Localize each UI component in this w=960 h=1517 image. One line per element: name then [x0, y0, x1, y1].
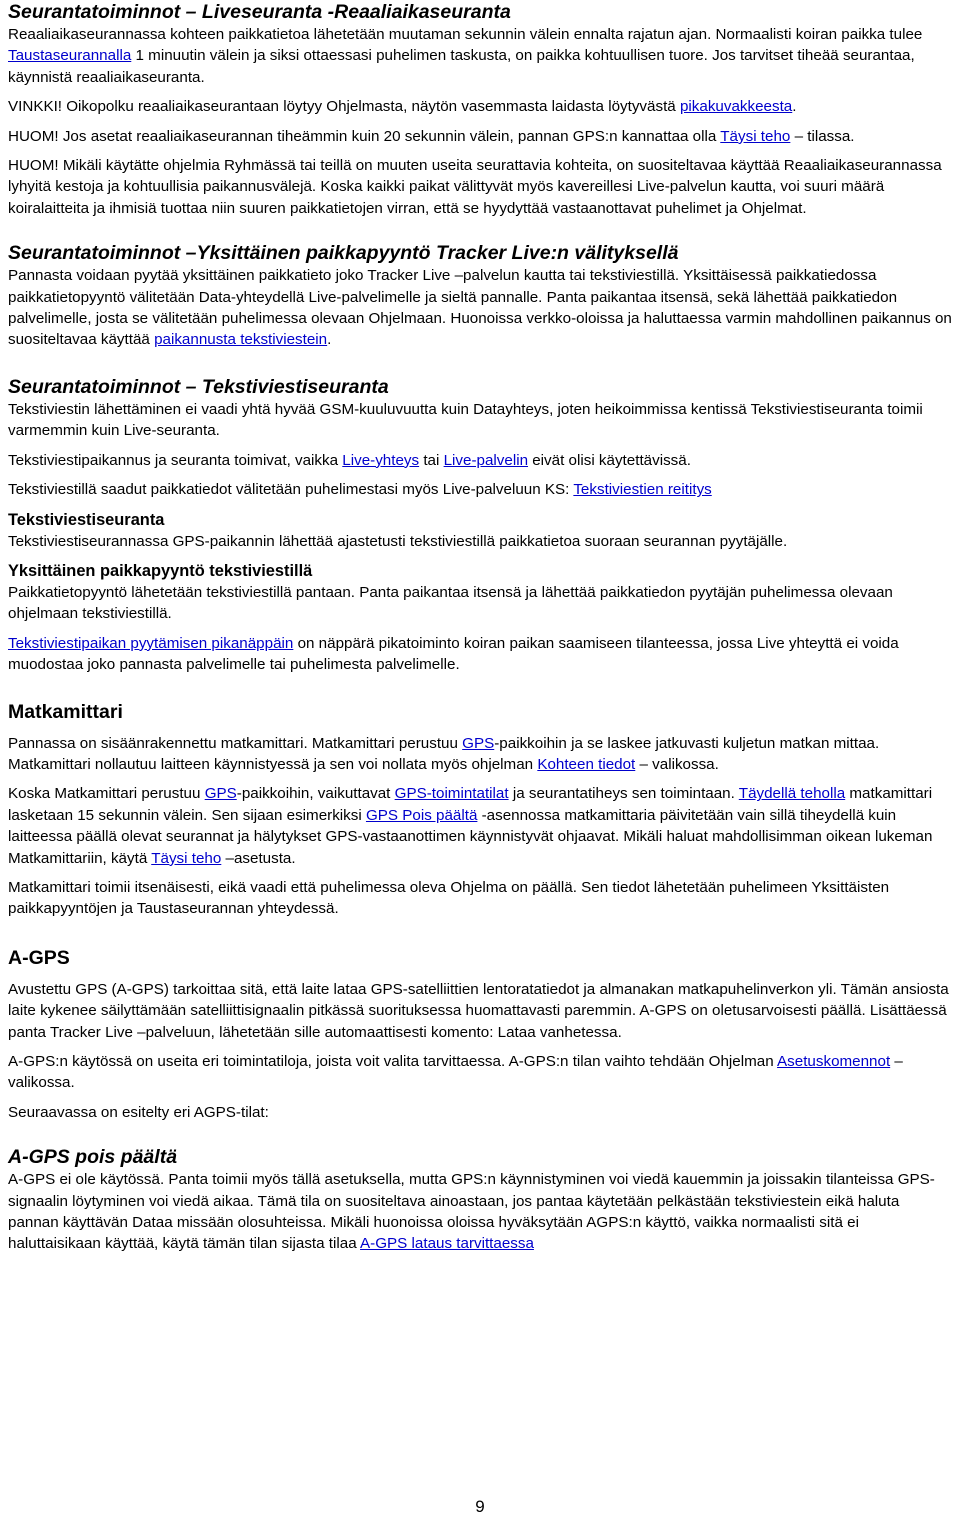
- link-asetuskomennot[interactable]: Asetuskomennot: [777, 1053, 891, 1070]
- paragraph: Tekstiviestillä saadut paikkatiedot välitetään puhelimestasi myös Live-palveluun KS: Tekstiviestien reititys: [8, 481, 712, 499]
- document-page: [8, 0, 954, 1255]
- section-title-matkamittari: Matkamittari: [8, 700, 123, 723]
- link-gps-pois-paalta[interactable]: GPS Pois päältä: [365, 806, 478, 824]
- subheading-yksittainen-tekstiviestilla: Yksittäinen paikkapyyntö tekstiviestillä: [8, 561, 313, 580]
- page-number: 9: [475, 1497, 485, 1516]
- section-title-a-gps: A-GPS: [8, 946, 70, 969]
- subheading-tekstiviestiseuranta: Tekstiviestiseuranta: [8, 510, 165, 529]
- link-taysi-teho[interactable]: Täysi teho: [720, 127, 791, 145]
- paragraph: Tekstiviestin lähettäminen ei vaadi yhtä hyvää GSM-kuuluvuutta kuin Datayhteys, joten heikoimmissa kentissä Tekstiviestiseuranta toimii varmemmin kuin Live-seuranta.: [8, 400, 923, 440]
- paragraph: Paikkatietopyyntö lähetetään tekstiviestillä pantaan. Panta paikantaa itsensä ja lähettää paikkatiedon pyytäjän puhelimessa olevaan ohjelmaan tekstiviestillä.: [8, 583, 893, 623]
- link-live-yhteys[interactable]: Live-yhteys: [342, 451, 420, 469]
- paragraph: Seuraavassa on esitelty eri AGPS-tilat:: [8, 1103, 269, 1121]
- link-pikakuvake[interactable]: pikakuvakkeesta: [679, 98, 793, 116]
- link-paikannus-tekstiviestein[interactable]: paikannusta tekstiviestein: [154, 331, 328, 349]
- paragraph: Tekstiviestipaikan pyytämisen pikanäppäin on näppärä pikatoiminto koiran paikan saamiseen tilanteessa, jossa Live yhteyttä ei voida muodostaa joko pannasta palvelimelle tai puhelimesta palvelimelle.: [8, 634, 899, 674]
- paragraph: A-GPS ei ole käytössä. Panta toimii myös tällä asetuksella, mutta GPS:n käynnistyminen voi viedä kauemmin ja joissakin tilanteissa GPS-signaalin löytyminen voi viedä aikaa. Tämä tila on suositeltava ainoastaan, jos pantaa käytetään pelkästään tekstiviestein eikä haluta pannan käyttävän Dataa missään olosuhteissa. Mikäli huonoissa oloissa hyväksytään AGPS:n käyttö, vaikka normaalisti sitä ei haluttaisikaan käyttää, käytä tämän tilan sijasta tilaa A-GPS lataus tarvittaessa: [8, 1171, 935, 1253]
- link-gps[interactable]: GPS: [462, 734, 495, 752]
- link-tekstiviestien-reititys[interactable]: Tekstiviestien reititys: [573, 481, 712, 499]
- paragraph: Pannassa on sisäänrakennettu matkamittari. Matkamittari perustuu GPS-paikkoihin ja se laskee jatkuvasti kuljetun matkan mittaa. Matkamittari nollautuu laitteen käynnistyessä ja sen voi nollata myös ohjelman Kohteen tiedot – valikossa.: [8, 734, 880, 773]
- link-live-palvelin[interactable]: Live-palvelin: [443, 451, 529, 469]
- section-title-yksittainen-paikkapyynto: Seurantatoiminnot –Yksittäinen paikkapyyntö Tracker Live:n välityksellä: [8, 242, 679, 265]
- link-taysi-teho[interactable]: Täysi teho: [151, 849, 222, 867]
- paragraph: A-GPS:n käytössä on useita eri toimintatiloja, joista voit valita tarvittaessa. A-GPS:n tilan vaihto tehdään Ohjelman Asetuskomennot –valikossa.: [8, 1053, 903, 1092]
- paragraph: Matkamittari toimii itsenäisesti, eikä vaadi että puhelimessa oleva Ohjelma on päällä. Sen tiedot lähetetään puhelimeen Yksittäisten paikkapyyntöjen ja Taustaseurannan yhteydessä.: [8, 878, 890, 918]
- paragraph: Pannasta voidaan pyytää yksittäinen paikkatieto joko Tracker Live –palvelun kautta tai tekstiviestillä. Yksittäisessä paikkatiedossa paikkatietopyyntö välitetään Data-yhteydellä Live-palvelimelle ja sieltä pannalle. Panta paikantaa itsensä, sekä lähettää paikkatiedon palvelimelle, josta se välitetään puhelimessa olevaan Ohjelmaan. Huonoissa verkko-oloissa ja haluttaessa varmin mahdollinen paikannus on suositeltavaa käyttää paikannusta tekstiviestein.: [8, 267, 952, 349]
- paragraph: Tekstiviestiseurannassa GPS-paikannin lähettää ajastetusti tekstiviestillä paikkatietoa suoraan seurannan pyytäjälle.: [8, 532, 788, 550]
- link-kohteen-tiedot[interactable]: Kohteen tiedot: [537, 755, 636, 773]
- paragraph: Koska Matkamittari perustuu GPS-paikkoihin, vaikuttavat GPS-toimintatilat ja seurantatiheys sen toimintaan. Täydellä teholla matkamittari lasketaan 15 sekunnin välein. Sen sijaan esimerkiksi GPS Pois päältä -asennossa matkamittaria päivitetään vain sillä tiheydellä kuin laitteessa päällä olevat seurannat ja hälytykset GPS-vastaanottimen käynnistyvät ohjaavat. Mikäli haluat mahdollisimman oikean lukeman Matkamittariin, käytä Täysi teho –asetusta.: [8, 785, 933, 867]
- paragraph: Avustettu GPS (A-GPS) tarkoittaa sitä, että laite lataa GPS-satelliittien lentoratatiedot ja almanakan matkapuhelinverkon yli. Tämän ansiosta laite kykenee säilyttämään satelliittisignaalin pitkässä suorituksessa huomattavasti paremmin. A-GPS on oletusarvoisesti päällä. Lisättäessä panta Tracker Live –palveluun, lähetetään sille automaattisesti komento: Lataa vanhetessa.: [8, 980, 949, 1041]
- section-title-liveseuranta: Seurantatoiminnot – Liveseuranta -Reaaliaikaseuranta: [8, 1, 511, 23]
- link-tekstiviestipaikan-pikanappain[interactable]: Tekstiviestipaikan pyytämisen pikanäppäin: [8, 634, 294, 652]
- paragraph: Tekstiviestipaikannus ja seuranta toimivat, vaikka Live-yhteys tai Live-palvelin eivät olisi käytettävissä.: [8, 451, 691, 469]
- paragraph: Reaaliaikaseurannassa kohteen paikkatietoa lähetetään muutaman sekunnin välein ennalta rajatun ajan. Normaalisti koiran paikka tulee Taustaseurannalla 1 minuutin välein ja siksi ottaessasi puhelimen taskusta, on paikka kohtuullisen tuore. Jos tarvitset tiheää seurantaa, käynnistä reaaliaikaseuranta.: [8, 26, 923, 86]
- section-title-a-gps-pois-paalta: A-GPS pois päältä: [8, 1146, 178, 1169]
- link-gps-toimintatilat[interactable]: GPS-toimintatilat: [394, 785, 509, 803]
- link-a-gps-lataus-tarvittaessa[interactable]: A-GPS lataus tarvittaessa: [360, 1235, 534, 1253]
- link-gps[interactable]: GPS: [204, 785, 237, 803]
- section-title-tekstiviestiseuranta: Seurantatoiminnot – Tekstiviestiseuranta: [8, 375, 389, 398]
- paragraph: HUOM! Mikäli käytätte ohjelmia Ryhmässä tai teillä on muuten useita seurattavia kohteita, on suositeltavaa käyttää Reaaliaikaseurannassa lyhyitä kestoja ja kohtuullisia paikannusvälejä. Koska kaikki paikat välittyvät myös kavereillesi Live-palvelun kautta, voi suuri määrä koiralaitteita ja ihmisiä tuottaa niin suuren paikkatietojen virran, että se hyydyttää vastaanottavat puhelimet ja Ohjelmat.: [8, 157, 942, 217]
- paragraph: VINKKI! Oikopolku reaaliaikaseurantaan löytyy Ohjelmasta, näytön vasemmasta laidasta löytyvästä pikakuvakkeesta.: [8, 98, 797, 116]
- link-taustaseuranta[interactable]: Taustaseurannalla: [8, 47, 132, 65]
- paragraph: HUOM! Jos asetat reaaliaikaseurannan tiheämmin kuin 20 sekunnin välein, pannan GPS:n kannattaa olla Täysi teho – tilassa.: [8, 127, 855, 145]
- link-taydella-teholla[interactable]: Täydellä teholla: [738, 785, 846, 803]
